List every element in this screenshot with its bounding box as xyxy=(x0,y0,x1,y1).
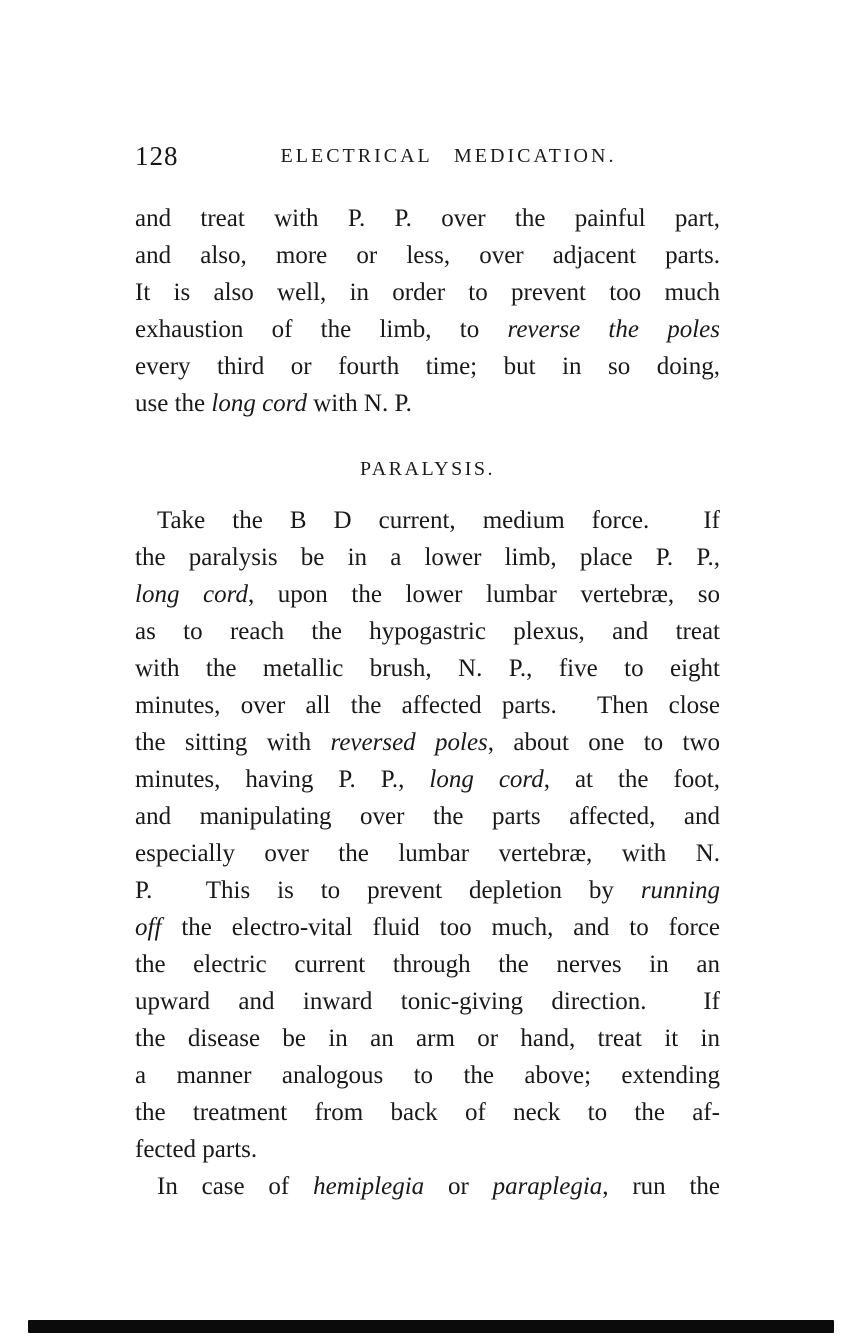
text-line: especially over the lumbar vertebræ, with N. xyxy=(135,840,720,867)
text-line: the paralysis be in a lower limb, place P. P., xyxy=(135,544,720,571)
text-line: and also, more or less, over adjacent parts. xyxy=(135,242,720,269)
text-line: minutes, having P. P., long cord, at the foot, xyxy=(135,766,721,793)
text-line: It is also well, in order to prevent too much xyxy=(135,279,720,306)
text-line: In case of hemiplegia or paraplegia, run the xyxy=(157,1173,721,1200)
section-heading: PARALYSIS. xyxy=(359,458,496,480)
text-line: upward and inward tonic-giving direction. If xyxy=(135,988,720,1015)
page-body xyxy=(135,200,720,1205)
page-header xyxy=(135,141,720,171)
text-line: long cord, upon the lower lumbar vertebræ, so xyxy=(135,581,721,608)
text-line: minutes, over all the affected parts. Then close xyxy=(135,692,720,719)
text-line: and manipulating over the parts affected, and xyxy=(135,803,720,830)
page-number: 128 xyxy=(135,141,179,171)
text-line: and treat with P. P. over the painful part, xyxy=(135,205,720,232)
text-line: P. This is to prevent depletion by running xyxy=(135,877,720,904)
text-line: use the long cord with N. P. xyxy=(135,390,412,417)
text-line: as to reach the hypogastric plexus, and treat xyxy=(135,618,720,645)
text-line: the disease be in an arm or hand, treat it in xyxy=(135,1025,720,1052)
body-paragraph xyxy=(135,1168,720,1205)
text-line: Take the B D current, medium force. If xyxy=(157,507,720,534)
text-line: the sitting with reversed poles, about one to two xyxy=(135,729,720,756)
text-line: every third or fourth time; but in so doing, xyxy=(135,353,720,380)
body-paragraph xyxy=(135,502,720,1168)
text-line: fected parts. xyxy=(135,1136,258,1163)
text-line: a manner analogous to the above; extending xyxy=(135,1062,720,1089)
text-line: off the electro-vital fluid too much, and to force xyxy=(135,914,720,941)
text-line: with the metallic brush, N. P., five to eight xyxy=(135,655,720,682)
scan-edge-artifact xyxy=(28,1320,834,1333)
body-paragraph xyxy=(135,200,720,422)
text-line: the treatment from back of neck to the af- xyxy=(135,1099,720,1126)
text-line: exhaustion of the limb, to reverse the poles xyxy=(135,316,720,343)
text-line: the electric current through the nerves in an xyxy=(135,951,720,978)
running-title: ELECTRICAL MEDICATION. xyxy=(280,145,617,167)
